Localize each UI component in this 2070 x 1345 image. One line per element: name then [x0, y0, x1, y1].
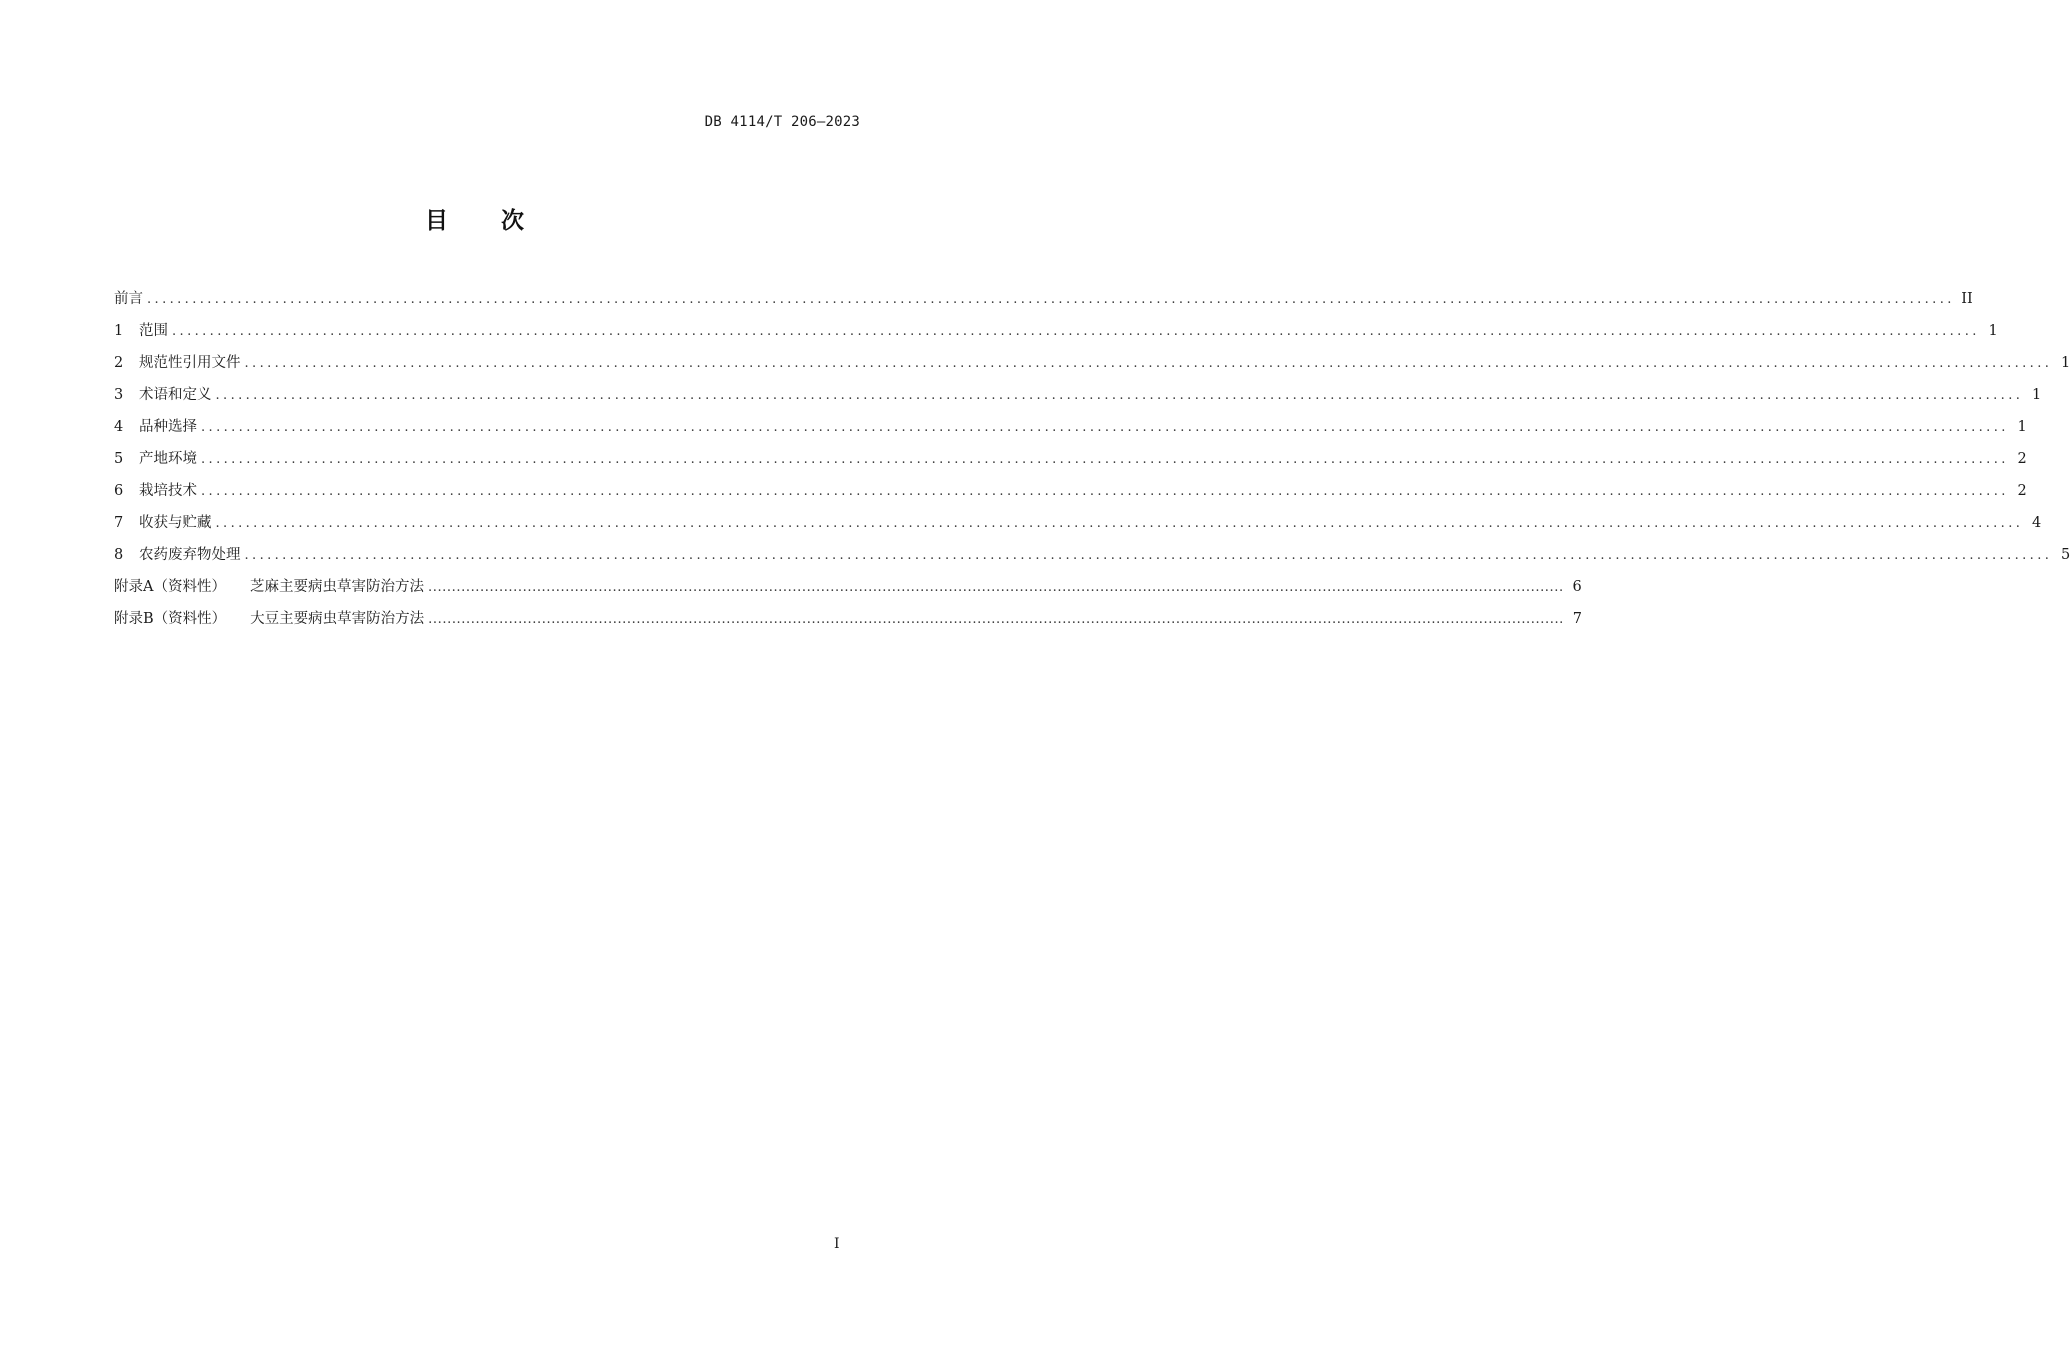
toc-entry-1[interactable] [114, 320, 1998, 352]
toc-entry-number: 1 [114, 323, 124, 339]
toc-entry-title: 术语和定义 [139, 387, 212, 403]
toc-entry-page: 1 [2032, 387, 2042, 403]
toc-entry-number: 8 [114, 547, 124, 563]
leader-dots: ................................................................................................................................................................................................................................................ [172, 324, 1980, 339]
leader-dots: ................................................................................................................................................................................................................................................ [244, 356, 2053, 371]
toc-entry-2[interactable] [114, 352, 2070, 384]
toc-entry-4[interactable] [114, 416, 2027, 448]
toc-entry-3[interactable] [114, 384, 2042, 416]
leader-dots: ................................................................................................................................................................................................................................................ [201, 420, 2009, 435]
toc-entry-page: 5 [2061, 547, 2070, 563]
title-char-2: 次 [501, 208, 525, 234]
toc-entry-page: 1 [1988, 323, 1998, 339]
toc-entry-number: 5 [114, 451, 124, 467]
toc-entry-title: 大豆主要病虫草害防治方法 [250, 611, 425, 627]
page-number: I [834, 1236, 840, 1252]
toc-entry-title: 品种选择 [139, 419, 197, 435]
toc-entry-title: 规范性引用文件 [139, 355, 241, 371]
toc-entry-title: 农药废弃物处理 [139, 547, 241, 563]
leader-dots: ................................................................................................................................................................................................................................................ [215, 516, 2024, 531]
page-title [0, 202, 950, 235]
toc-entry-title: 范围 [139, 323, 168, 339]
toc-entry-number: 2 [114, 355, 124, 371]
toc-entry-number: 4 [114, 419, 124, 435]
toc-entry-appendix-a[interactable] [114, 576, 1582, 608]
leader-dots: ................................................................................................................................................................................................................................................ [428, 612, 1564, 627]
toc-entry-page: 2 [2017, 483, 2027, 499]
toc-entry-page: 4 [2032, 515, 2042, 531]
toc-entry-8[interactable] [114, 544, 2070, 576]
toc-entry-appendix-b[interactable] [114, 608, 1582, 640]
document-code: DB 4114/T 206—2023 [704, 114, 860, 130]
leader-dots: ................................................................................................................................................................................................................................................ [201, 484, 2009, 499]
title-char-1: 目 [425, 208, 449, 234]
toc-entry-foreword[interactable] [114, 288, 1973, 320]
toc-entry-number: 7 [114, 515, 124, 531]
toc-entry-page: II [1961, 291, 1973, 307]
appendix-label: 附录B（资料性） [114, 611, 227, 627]
toc-entry-page: 1 [2061, 355, 2070, 371]
leader-dots: ................................................................................................................................................................................................................................................ [201, 452, 2009, 467]
leader-dots: ................................................................................................................................................................................................................................................ [215, 388, 2024, 403]
toc-entry-number: 6 [114, 483, 124, 499]
toc-entry-page: 6 [1572, 579, 1582, 595]
toc-entry-7[interactable] [114, 512, 2042, 544]
toc-entry-page: 7 [1572, 611, 1582, 627]
toc-entry-title: 收获与贮藏 [139, 515, 212, 531]
toc-entry-title: 前言 [114, 291, 143, 307]
toc-entry-title: 栽培技术 [139, 483, 197, 499]
appendix-label: 附录A（资料性） [114, 579, 226, 595]
toc-entry-page: 2 [2017, 451, 2027, 467]
toc-entry-title: 芝麻主要病虫草害防治方法 [249, 579, 424, 595]
leader-dots: ................................................................................................................................................................................................................................................ [147, 292, 1955, 307]
leader-dots: ................................................................................................................................................................................................................................................ [427, 580, 1564, 595]
toc-entry-number: 3 [114, 387, 124, 403]
table-of-contents [114, 288, 2070, 640]
toc-entry-page: 1 [2017, 419, 2027, 435]
toc-entry-6[interactable] [114, 480, 2027, 512]
toc-entry-5[interactable] [114, 448, 2027, 480]
toc-entry-title: 产地环境 [139, 451, 197, 467]
leader-dots: ................................................................................................................................................................................................................................................ [244, 548, 2053, 563]
